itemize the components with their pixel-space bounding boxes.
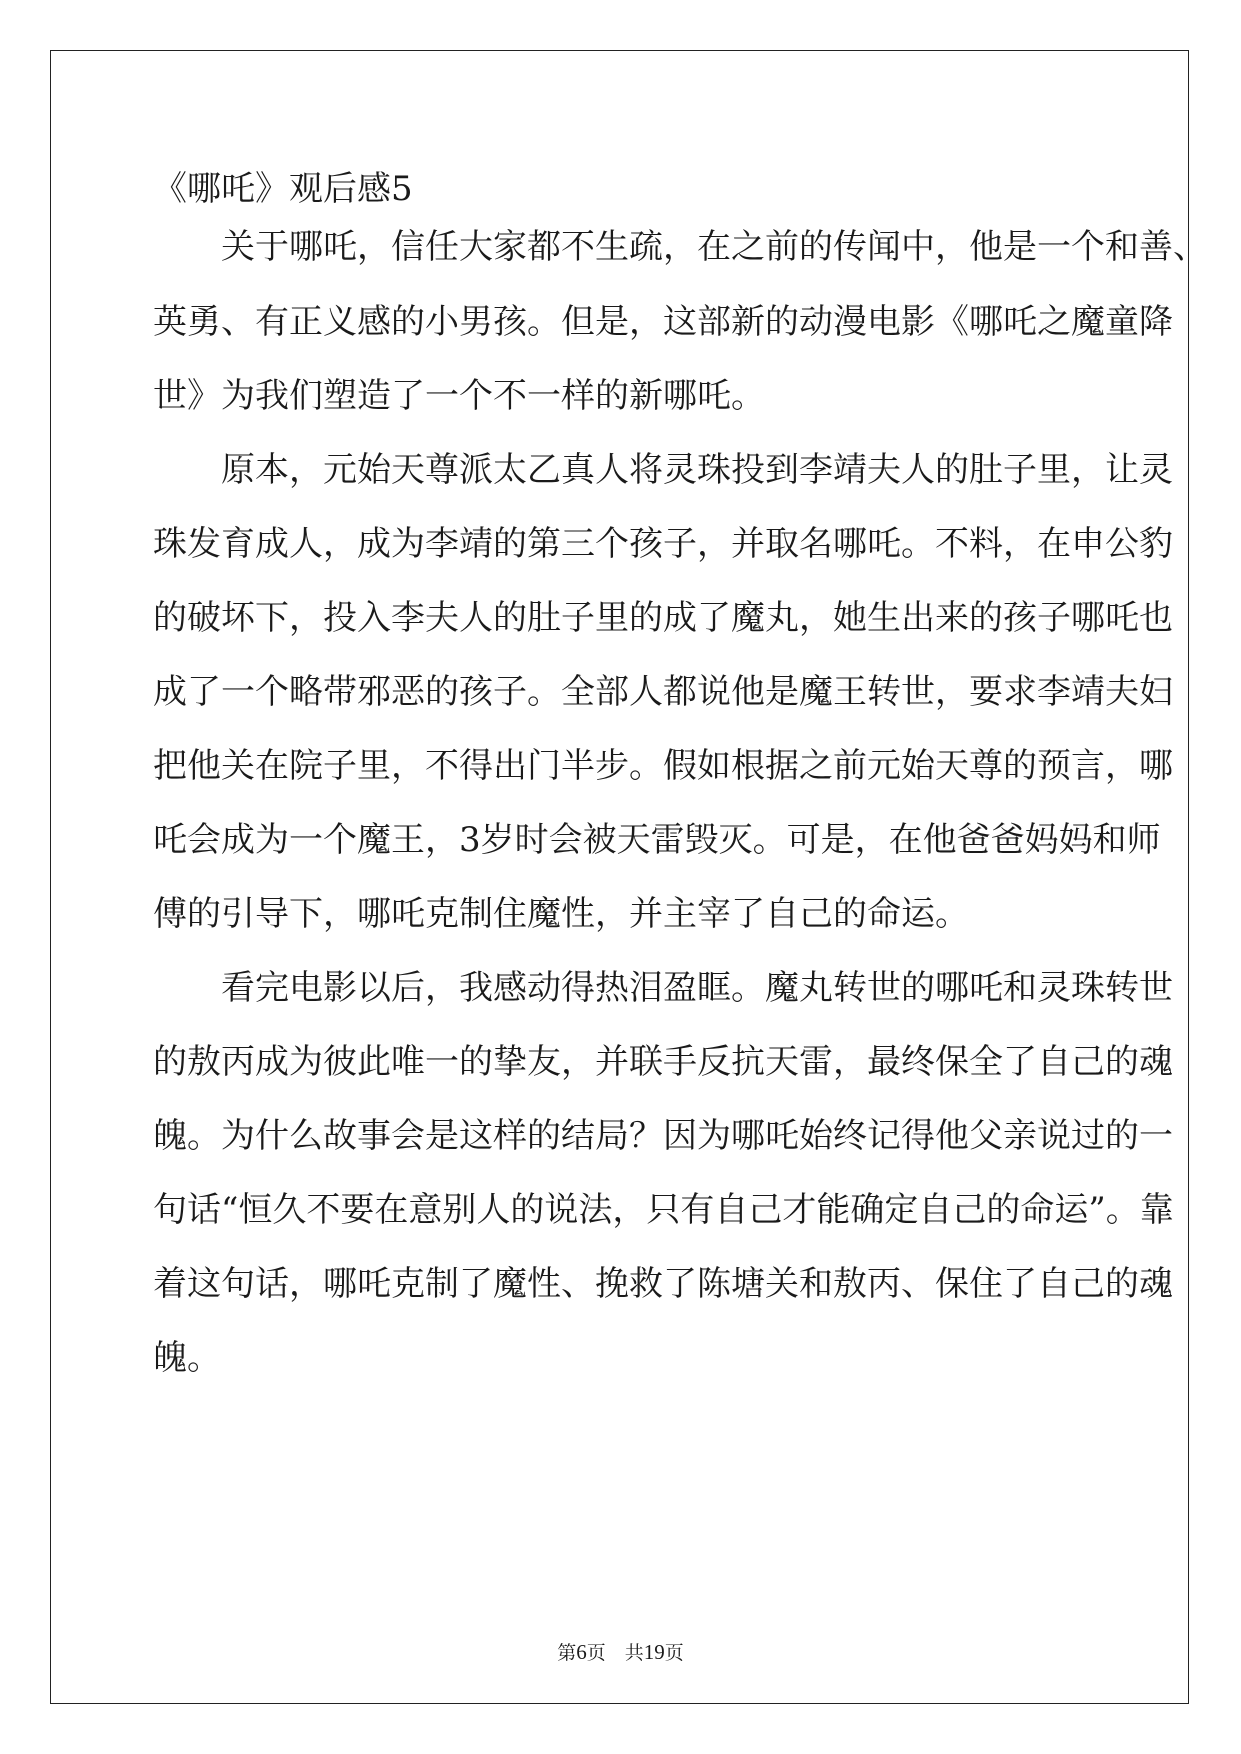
document-title: 《哪吒》观后感5 — [153, 169, 413, 209]
text-line: 看完电影以后，我感动得热泪盈眶。魔丸转世的哪吒和灵珠转世 — [153, 968, 1173, 1008]
text-line: 世》为我们塑造了一个不一样的新哪吒。 — [153, 376, 765, 416]
text-line: 的敖丙成为彼此唯一的挚友，并联手反抗天雷，最终保全了自己的魂 — [153, 1042, 1173, 1082]
text-line: 着这句话，哪吒克制了魔性、挽救了陈塘关和敖丙、保住了自己的魂 — [153, 1264, 1173, 1304]
text-line: 原本，元始天尊派太乙真人将灵珠投到李靖夫人的肚子里，让灵 — [153, 450, 1173, 490]
page-total: 19 — [643, 1640, 665, 1664]
page-suffix: 页 — [664, 1642, 684, 1664]
text-line: 的破坏下，投入李夫人的肚子里的成了魔丸，她生出来的孩子哪吒也 — [153, 598, 1173, 638]
page-number-footer — [0, 1637, 1241, 1667]
text-line: 魄。为什么故事会是这样的结局？因为哪吒始终记得他父亲说过的一 — [153, 1116, 1173, 1156]
text-line: 吒会成为一个魔王，3岁时会被天雷毁灭。可是，在他爸爸妈妈和师 — [153, 820, 1161, 860]
text-line: 魄。 — [153, 1338, 221, 1378]
text-line: 英勇、有正义感的小男孩。但是，这部新的动漫电影《哪吒之魔童降 — [153, 302, 1173, 342]
text-line: 把他关在院子里，不得出门半步。假如根据之前元始天尊的预言，哪 — [153, 746, 1173, 786]
text-line: 关于哪吒，信任大家都不生疏，在之前的传闻中，他是一个和善、 — [153, 227, 1207, 267]
text-line: 珠发育成人，成为李靖的第三个孩子，并取名哪吒。不料，在申公豹 — [153, 524, 1173, 564]
text-line: 成了一个略带邪恶的孩子。全部人都说他是魔王转世，要求李靖夫妇 — [153, 672, 1173, 712]
page-prefix: 第 — [557, 1642, 577, 1664]
page-current: 6 — [576, 1640, 587, 1664]
page-mid: 页 共 — [586, 1642, 644, 1664]
text-line: 句话“恒久不要在意别人的说法，只有自己才能确定自己的命运”。靠 — [153, 1190, 1174, 1230]
text-line: 傅的引导下，哪吒克制住魔性，并主宰了自己的命运。 — [153, 894, 969, 934]
